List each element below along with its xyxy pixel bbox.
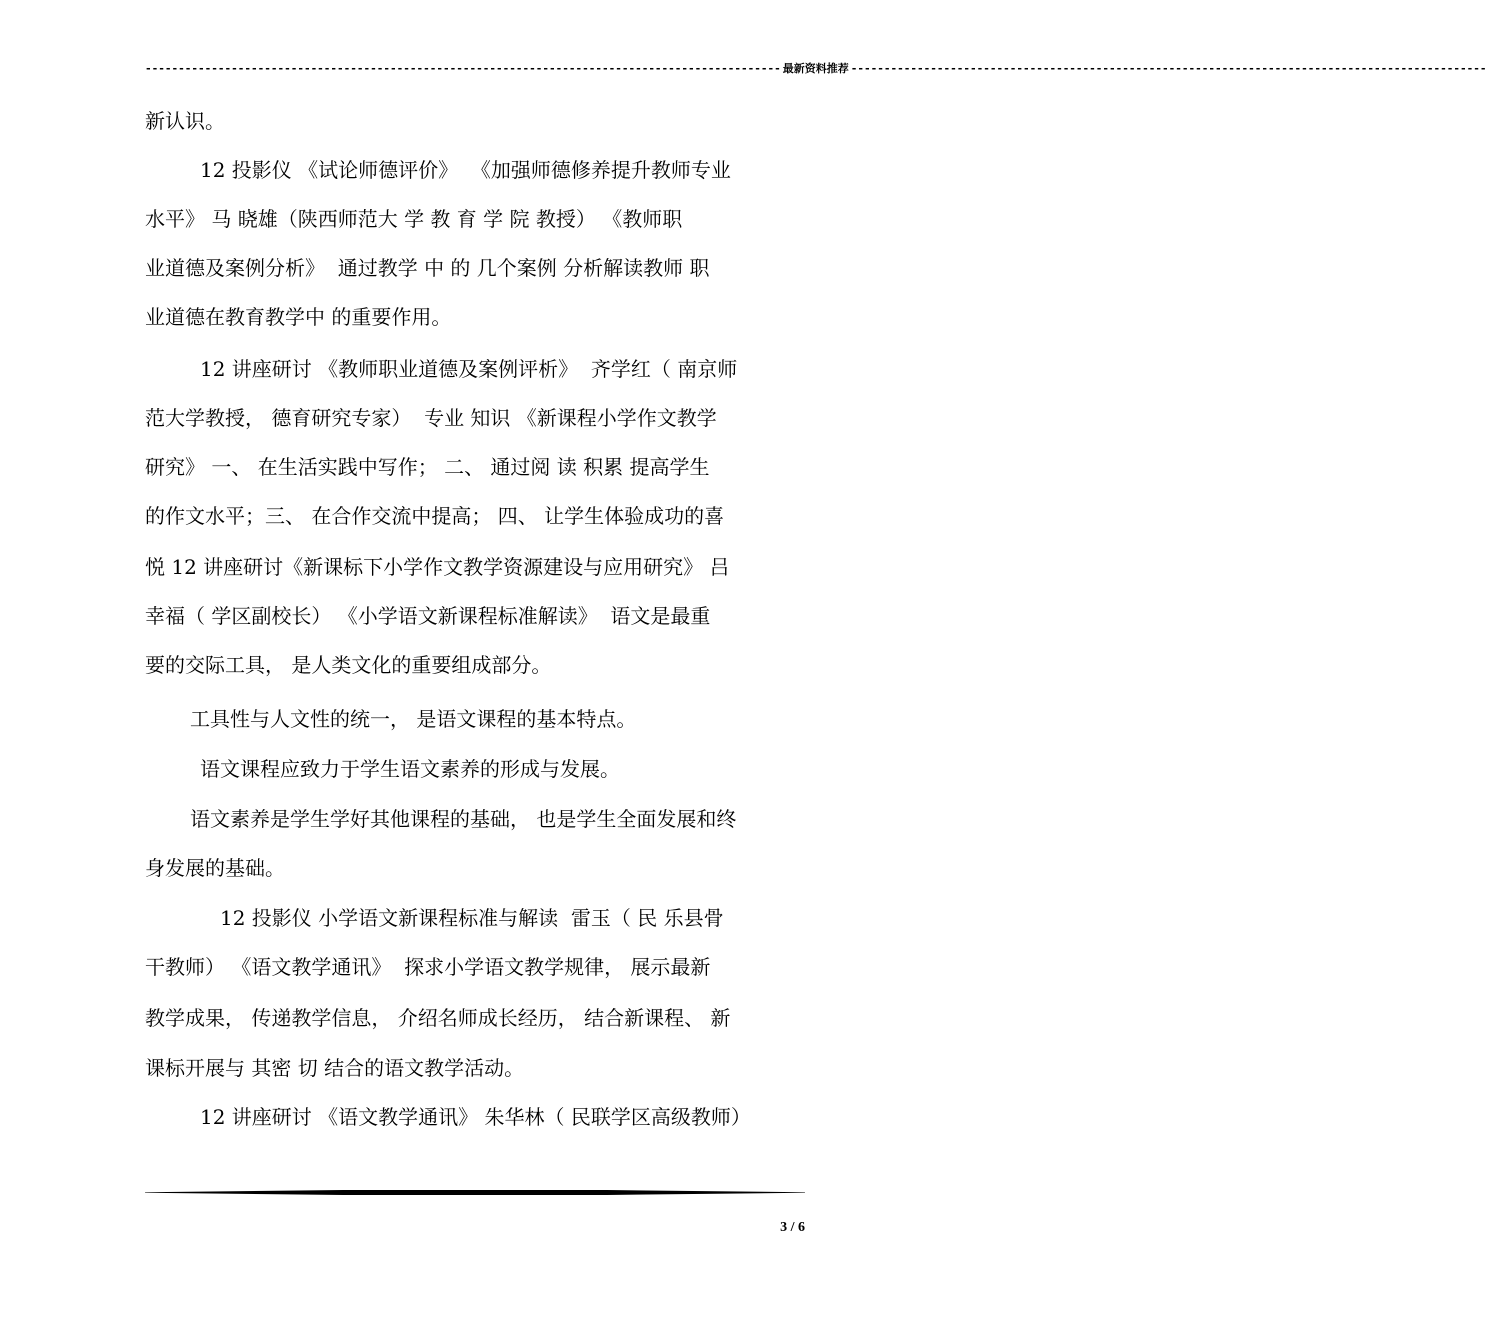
text-line: 新认识。 <box>145 109 225 133</box>
text-line: 范大学教授， 德育研究专家） 专业 知识 《新课程小学作文教学 <box>145 406 717 430</box>
text-line: 水平》 马 晓雄（陕西师范大 学 教 育 学 院 教授） 《教师职 <box>145 207 683 231</box>
footer-rule <box>145 1190 805 1195</box>
header-dashes-right: ------------------------------------------------------------------------------------------------ <box>850 61 1487 75</box>
text-line: 业道德在教育教学中 的重要作用。 <box>145 305 452 329</box>
header-dashes-left: ------------------------------------------------------------------------------------------------ <box>145 61 781 75</box>
page-number: 3 / 6 <box>780 1220 805 1235</box>
text-line: 悦 12 讲座研讨《新课标下小学作文教学资源建设与应用研究》 吕 <box>145 555 730 579</box>
text-line: 身发展的基础。 <box>145 856 285 880</box>
text-line: 12 投影仪 《试论师德评价》 《加强师德修养提升教师专业 <box>200 158 731 182</box>
header-title: 最新资料推荐 <box>782 62 849 75</box>
text-line: 工具性与人文性的统一， 是语文课程的基本特点。 <box>190 707 637 731</box>
text-line: 课标开展与 其密 切 结合的语文教学活动。 <box>145 1056 525 1080</box>
text-line: 语文素养是学生学好其他课程的基础， 也是学生全面发展和终 <box>190 807 737 831</box>
text-line: 要的交际工具， 是人类文化的重要组成部分。 <box>145 653 552 677</box>
page-header <box>145 58 1487 78</box>
text-line: 业道德及案例分析》 通过教学 中 的 几个案例 分析解读教师 职 <box>145 256 710 280</box>
text-line: 12 投影仪 小学语文新课程标准与解读 雷玉（ 民 乐县骨 <box>220 906 724 930</box>
text-line: 研究》 一、 在生活实践中写作； 二、 通过阅 读 积累 提高学生 <box>145 455 710 479</box>
text-line: 干教师） 《语文教学通讯》 探求小学语文教学规律， 展示最新 <box>145 955 711 979</box>
text-line: 语文课程应致力于学生语文素养的形成与发展。 <box>200 757 620 781</box>
text-line: 12 讲座研讨 《教师职业道德及案例评析》 齐学红（ 南京师 <box>200 357 738 381</box>
text-line: 的作文水平；三、 在合作交流中提高； 四、 让学生体验成功的喜 <box>145 504 725 528</box>
text-line: 12 讲座研讨 《语文教学通讯》 朱华林（ 民联学区高级教师） <box>200 1105 751 1129</box>
text-line: 教学成果， 传递教学信息， 介绍名师成长经历， 结合新课程、 新 <box>145 1006 731 1030</box>
text-line: 幸福（ 学区副校长） 《小学语文新课程标准解读》 语文是最重 <box>145 604 711 628</box>
